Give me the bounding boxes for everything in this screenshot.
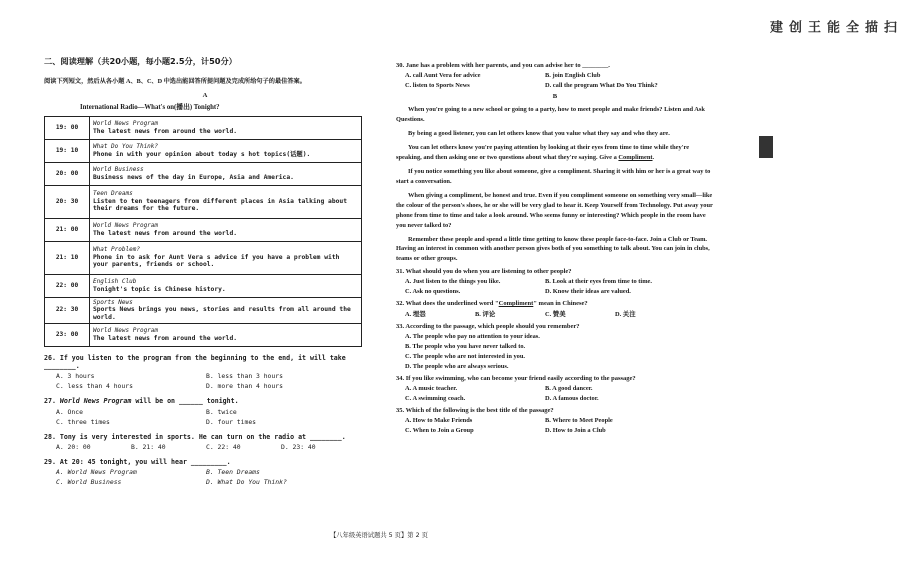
question-30-options — [405, 72, 714, 90]
schedule-row — [45, 323, 362, 346]
option: A. Just listen to the things you like. — [405, 278, 501, 286]
passage-b-paragraph: Remember these people and spend a little time getting to know these people face-to-face. Join a Club or Team. Having an interest in common with another person gives both of you something to talk about. You can join in clubs, teams or other groups. — [396, 235, 710, 263]
program-name: World News Program — [93, 222, 159, 230]
option: D. call the program What Do You Think? — [545, 82, 658, 90]
option: C. When to Join a Group — [405, 426, 474, 434]
option: B. Teen Dreams — [206, 468, 260, 477]
option: D. more than 4 hours — [206, 382, 283, 391]
paragraph-text: . — [652, 154, 655, 162]
option: D. The people who are always serious. — [405, 362, 509, 370]
program-name: What Do You Think? — [93, 143, 159, 151]
option: A. 3 hours — [56, 372, 95, 381]
schedule-time: 22: 30 — [45, 297, 90, 323]
schedule-row — [45, 162, 362, 185]
option: D. four times — [206, 417, 257, 426]
schedule-row — [45, 139, 362, 162]
option: D. How to Join a Club — [545, 426, 606, 434]
option: A. How to Make Friends — [405, 416, 473, 424]
option: B. twice — [206, 407, 237, 416]
question-32 — [396, 300, 714, 308]
passage-b-letter: B — [552, 93, 558, 101]
right-column — [396, 62, 714, 435]
question-35-options — [405, 417, 714, 435]
option: A. The people who pay no attention to your ideas. — [405, 332, 540, 340]
option: D. 关注 — [615, 310, 636, 318]
question-31-options — [405, 278, 714, 296]
program-name: English Club — [93, 278, 137, 286]
option: B. Look at their eyes from time to time. — [545, 278, 652, 286]
program-name: What Problem? — [93, 246, 140, 254]
passage-a-title: International Radio—What's on(播出) Tonight? — [80, 104, 220, 112]
option: B. 21: 40 — [131, 442, 166, 451]
question-28: 28. Tony is very interested in sports. He can turn on the radio at ________. — [44, 432, 346, 441]
option: B. less than 3 hours — [206, 372, 283, 381]
program-desc: Sports News brings you news, stories and results from all around the world. — [93, 306, 351, 322]
option: A. call Aunt Vera for advice — [405, 72, 481, 80]
schedule-time: 22: 00 — [45, 274, 90, 297]
program-desc: Phone in to ask for Aunt Vera s advice if you have a problem with your parents, friends or school. — [93, 253, 340, 269]
question-35: 35. Which of the following is the best title of the passage? — [396, 406, 554, 414]
compliment-underlined: Compliment — [618, 154, 653, 162]
passage-b-paragraph: By being a good listener, you can let others know that you value what they say and who they are. — [408, 130, 670, 138]
passage-b-paragraph — [396, 143, 714, 163]
q27-suffix: will be on ______ tonight. — [131, 397, 239, 406]
program-name: World News Program — [93, 120, 159, 128]
schedule-time: 23: 00 — [45, 323, 90, 346]
option: B. A good dancer. — [545, 384, 593, 392]
program-name: World News Program — [93, 327, 159, 335]
option: B. join English Club — [545, 72, 601, 80]
option: C. listen to Sports News — [405, 82, 470, 90]
question-31: 31. What should you do when you are listening to other people? — [396, 268, 572, 276]
question-26-options — [56, 372, 366, 390]
option: C. World Business — [56, 478, 122, 487]
option: B. Where to Meet People — [545, 416, 613, 424]
page-footer: 【八年级英语试题共 5 页】第 2 页 — [330, 532, 428, 539]
schedule-time: 21: 00 — [45, 218, 90, 241]
option: A. World News Program — [56, 468, 137, 477]
program-desc: The latest news from around the world. — [93, 127, 238, 135]
schedule-row — [45, 274, 362, 297]
option: C. less than 4 hours — [56, 382, 133, 391]
option: C. 赞美 — [545, 310, 566, 318]
question-28-options — [56, 443, 366, 451]
option: C. Ask no questions. — [405, 288, 461, 296]
schedule-row — [45, 185, 362, 218]
program-desc: Listen to ten teenagers from different places in Asia talking about their dreams for the future. — [93, 197, 348, 213]
q32-suffix: " mean in Chinese? — [533, 300, 588, 308]
section-heading: 二、阅读理解（共20小题，每小题2.5分，计50分） — [44, 56, 237, 66]
question-34: 34. If you like swimming, who can become your friend easily according to the passage? — [396, 374, 636, 382]
program-desc: The latest news from around the world. — [93, 334, 238, 342]
program-desc: The latest news from around the world. — [93, 229, 238, 237]
q32-word: Compliment — [498, 300, 534, 308]
program-name: Sports News — [93, 298, 133, 306]
question-33: 33. According to the passage, which people should you remember? — [396, 322, 580, 330]
watermark-text: 扫描全能王 创建 — [767, 20, 896, 35]
option: A. Once — [56, 407, 83, 416]
option: D. Know their ideas are valued. — [545, 288, 631, 296]
program-desc: Tonight's topic is Chinese history. — [93, 285, 226, 293]
q27-program: World News Program — [59, 397, 132, 406]
question-30: 30. Jane has a problem with her parents, and you can advise her to ________. — [396, 62, 610, 69]
left-column — [44, 56, 366, 486]
option: C. A swimming coach. — [405, 394, 466, 402]
schedule-row — [45, 218, 362, 241]
schedule-time: 20: 00 — [45, 162, 90, 185]
question-34-options — [405, 385, 714, 403]
scanner-logo-icon — [759, 136, 773, 158]
question-33-options — [405, 333, 714, 371]
instructions: 阅读下列短文，然后从各小题 A、B、C、D 中选出能回答所提问题及完成所给句子的最佳答案。 — [44, 78, 306, 86]
option: D. What Do You Think? — [206, 478, 287, 487]
option: D. A famous doctor. — [545, 394, 599, 402]
program-name: World Business — [93, 166, 144, 174]
program-desc: Phone in with your opinion about today s hot topics(话题). — [93, 150, 311, 158]
q32-prefix: 32. What does the underlined word " — [396, 300, 499, 308]
radio-schedule-table — [44, 116, 362, 347]
schedule-time: 20: 30 — [45, 185, 90, 218]
schedule-time: 19: 10 — [45, 139, 90, 162]
q27-prefix: 27. — [44, 397, 60, 406]
passage-b-paragraph: If you notice something you like about someone, give a compliment. Sharing it with him or her is a great way to start a conversation. — [396, 167, 711, 185]
question-29-options — [56, 468, 366, 486]
paragraph-text: You can let others know you're paying attention by looking at their eyes from time to time while they're speaking, and then asking one or two questions about what they're saying. Give a — [396, 144, 690, 162]
program-name: Teen Dreams — [93, 190, 133, 198]
question-32-options — [405, 311, 714, 319]
question-27-options — [56, 408, 366, 426]
program-desc: Business news of the day in Europe, Asia and America. — [93, 173, 294, 181]
passage-a-letter: A — [202, 92, 208, 99]
question-26: 26. If you listen to the program from the beginning to the end, it will take ________. — [44, 353, 346, 371]
schedule-row — [45, 297, 362, 323]
schedule-time: 21: 10 — [45, 241, 90, 274]
passage-b-paragraph: When giving a compliment, be honest and true. Even if you compliment someone on something very small—like the colour of the person's shoes, he or she will be very glad to hear it. Keep Yourself from Technology. Put away your phone from time to time and take a look around. Who seems funny or interesting? Which people in the room have you never talked to? — [396, 191, 713, 229]
option: A. 埋怨 — [405, 310, 426, 318]
option: C. 22: 40 — [206, 442, 241, 451]
schedule-row — [45, 241, 362, 274]
option: A. A music teacher. — [405, 384, 458, 392]
option: D. 23: 40 — [281, 442, 316, 451]
passage-b-paragraph: When you're going to a new school or going to a party, how to meet people and make friends? Listen and Ask Questions. — [396, 106, 705, 124]
question-29: 29. At 20: 45 tonight, you will hear _________. — [44, 457, 231, 466]
option: A. 20: 00 — [56, 442, 91, 451]
option: B. The people who you have never talked to. — [405, 342, 526, 350]
schedule-time: 19: 00 — [45, 116, 90, 139]
question-27 — [44, 397, 366, 405]
option: C. The people who are not interested in you. — [405, 352, 526, 360]
schedule-row — [45, 116, 362, 139]
option: B. 评论 — [475, 310, 496, 318]
option: C. three times — [56, 417, 110, 426]
